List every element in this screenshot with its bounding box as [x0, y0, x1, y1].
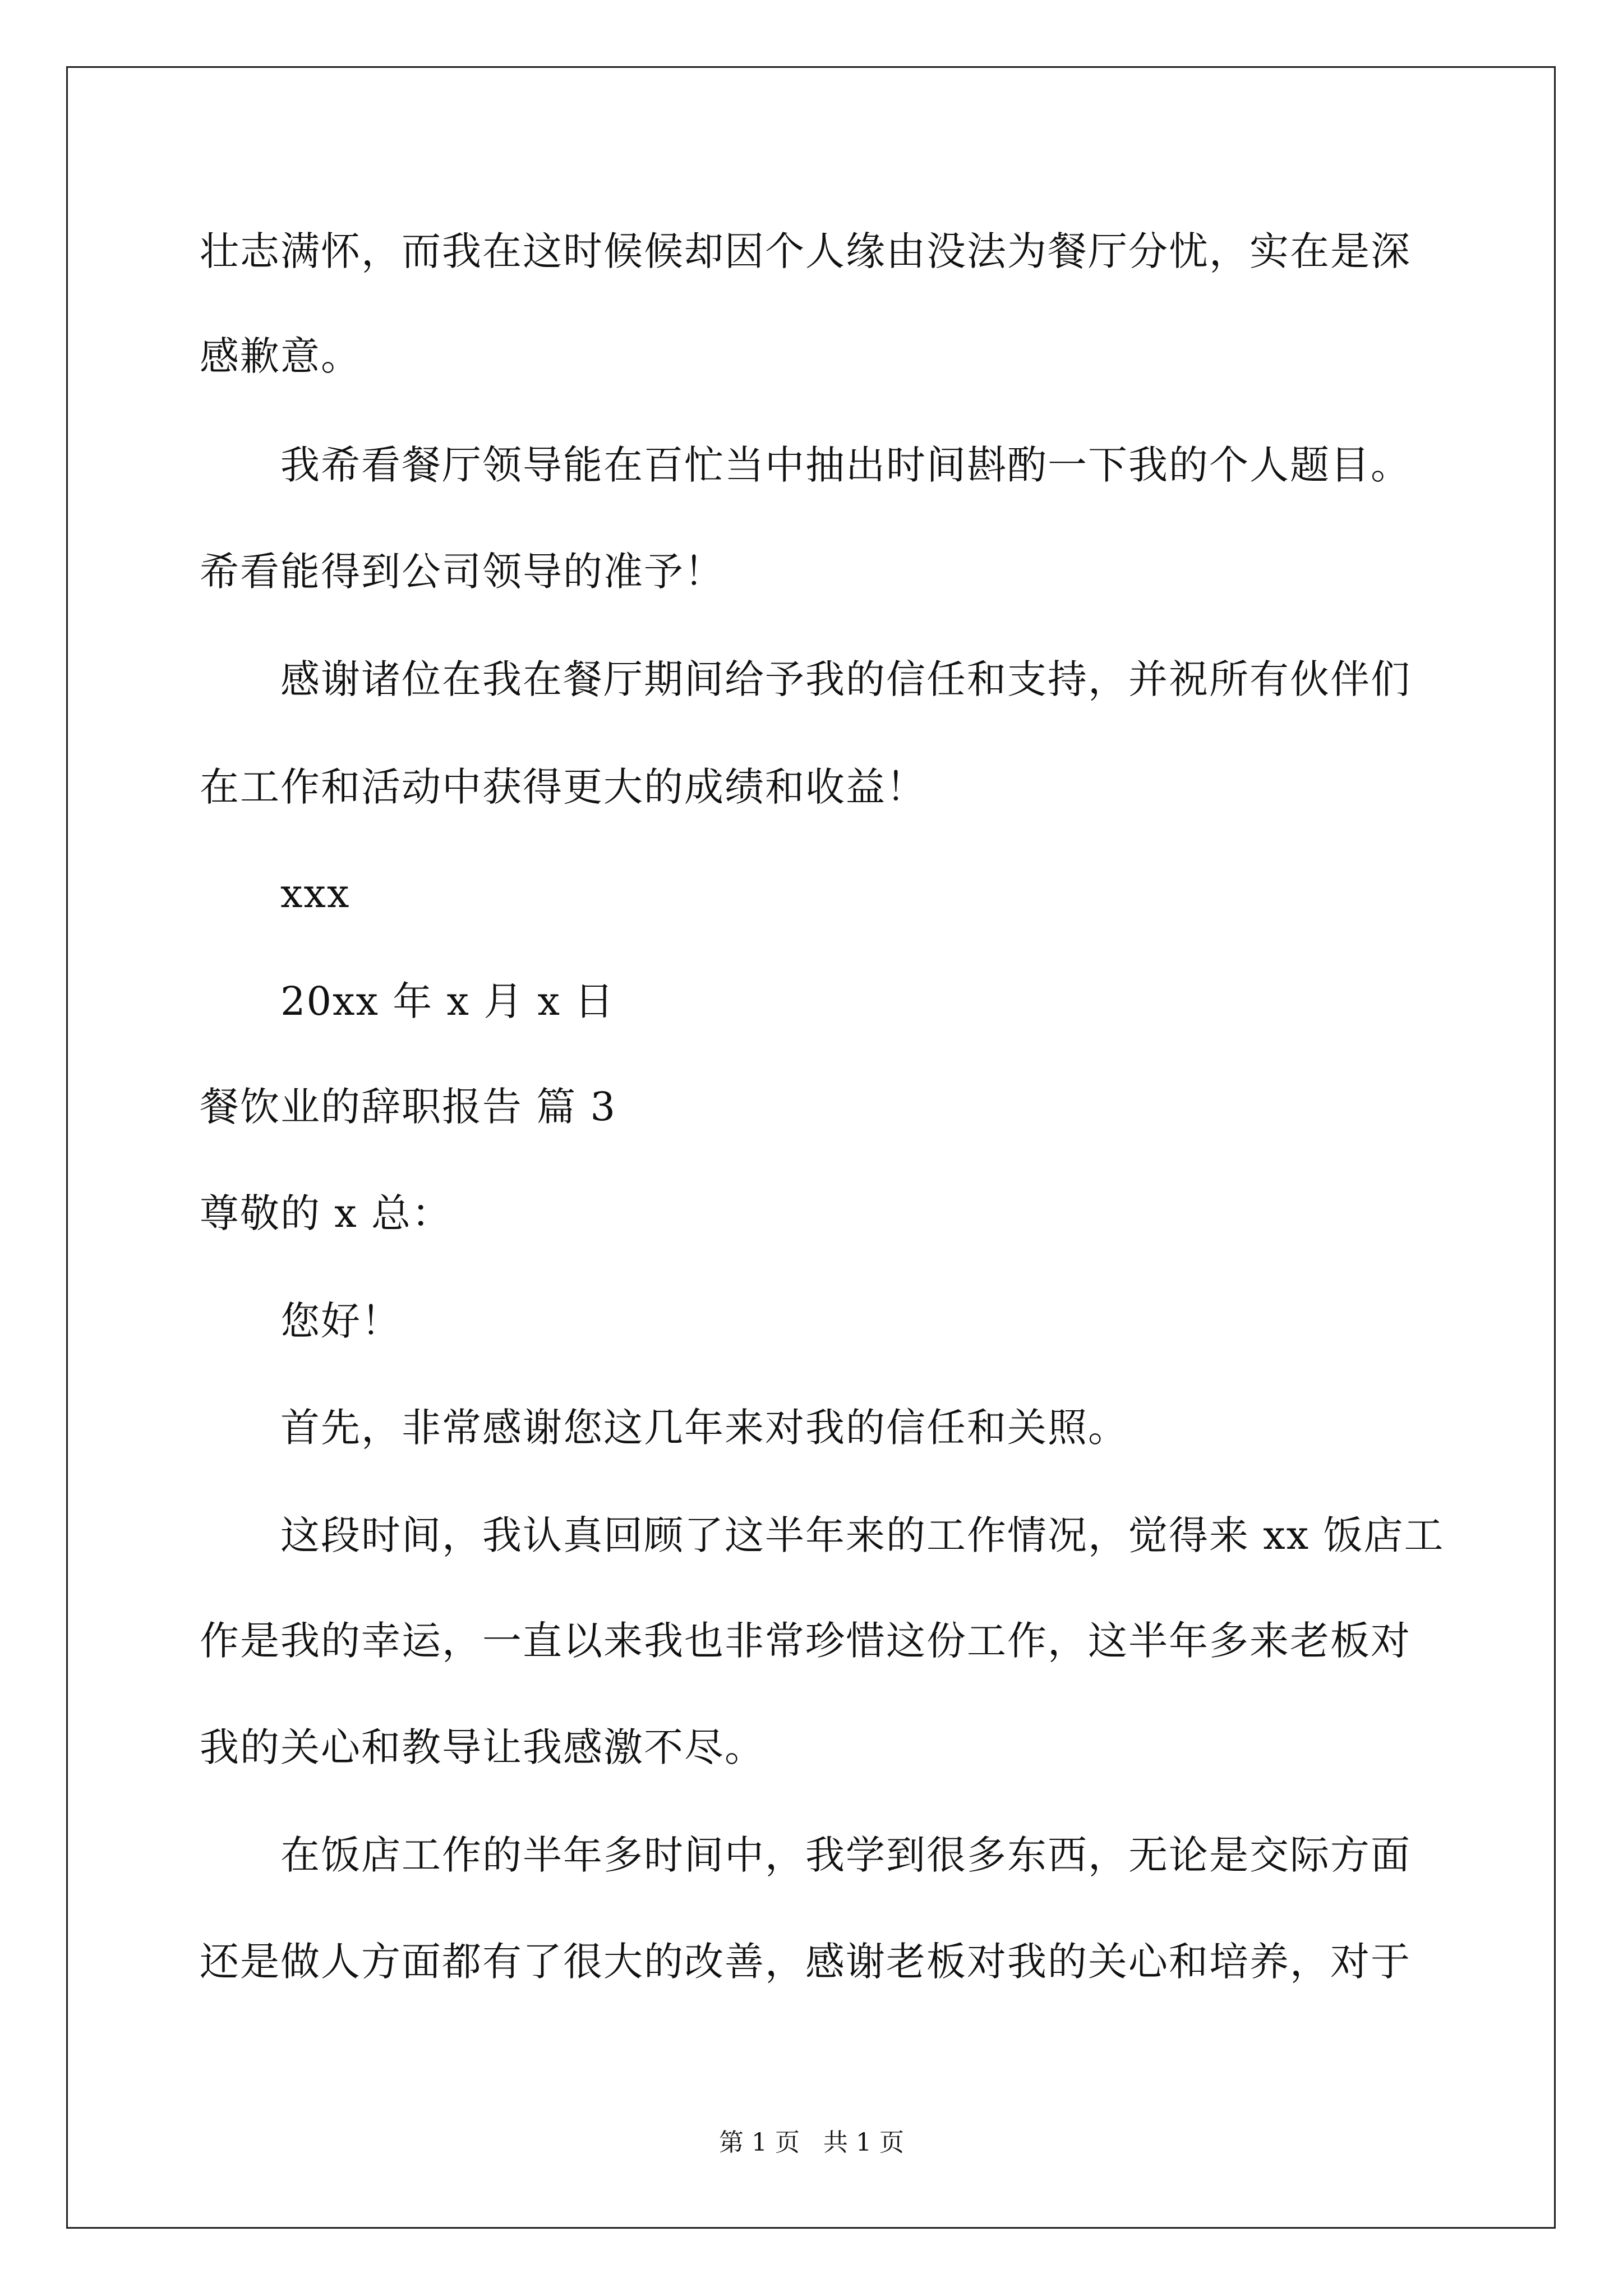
body-line: 壮志满怀，而我在这时候候却因个人缘由没法为餐厅分忧，实在是深 — [200, 228, 1411, 274]
signature-name: xxx — [280, 871, 351, 917]
page-number-footer: 第 1 页 共 1 页 — [719, 2128, 904, 2157]
body-line: 感歉意。 — [200, 333, 361, 379]
signature-date: 20xx 年 x 月 x 日 — [280, 978, 615, 1024]
greeting: 您好！ — [280, 1298, 402, 1344]
page-border — [66, 66, 1556, 2229]
body-line: 首先，非常感谢您这几年来对我的信任和关照。 — [280, 1405, 1128, 1451]
body-line: 这段时间，我认真回顾了这半年来的工作情况，觉得来 xx 饭店工 — [280, 1512, 1445, 1558]
body-line: 在饭店工作的半年多时间中，我学到很多东西，无论是交际方面 — [280, 1832, 1411, 1878]
body-line: 在工作和活动中获得更大的成绩和收益！ — [200, 764, 926, 810]
body-line: 感谢诸位在我在餐厅期间给予我的信任和支持，并祝所有伙伴们 — [280, 656, 1411, 702]
body-line: 作是我的幸运，一直以来我也非常珍惜这份工作，这半年多来老板对 — [200, 1618, 1411, 1664]
salutation: 尊敬的 x 总： — [200, 1190, 452, 1236]
section-heading: 餐饮业的辞职报告 篇 3 — [200, 1084, 617, 1130]
body-line: 希看能得到公司领导的准予！ — [200, 549, 725, 595]
body-line: 我的关心和教导让我感激不尽。 — [200, 1724, 765, 1770]
body-line: 我希看餐厅领导能在百忙当中抽出时间斟酌一下我的个人题目。 — [280, 442, 1411, 488]
body-line: 还是做人方面都有了很大的改善，感谢老板对我的关心和培养，对于 — [200, 1939, 1411, 1985]
